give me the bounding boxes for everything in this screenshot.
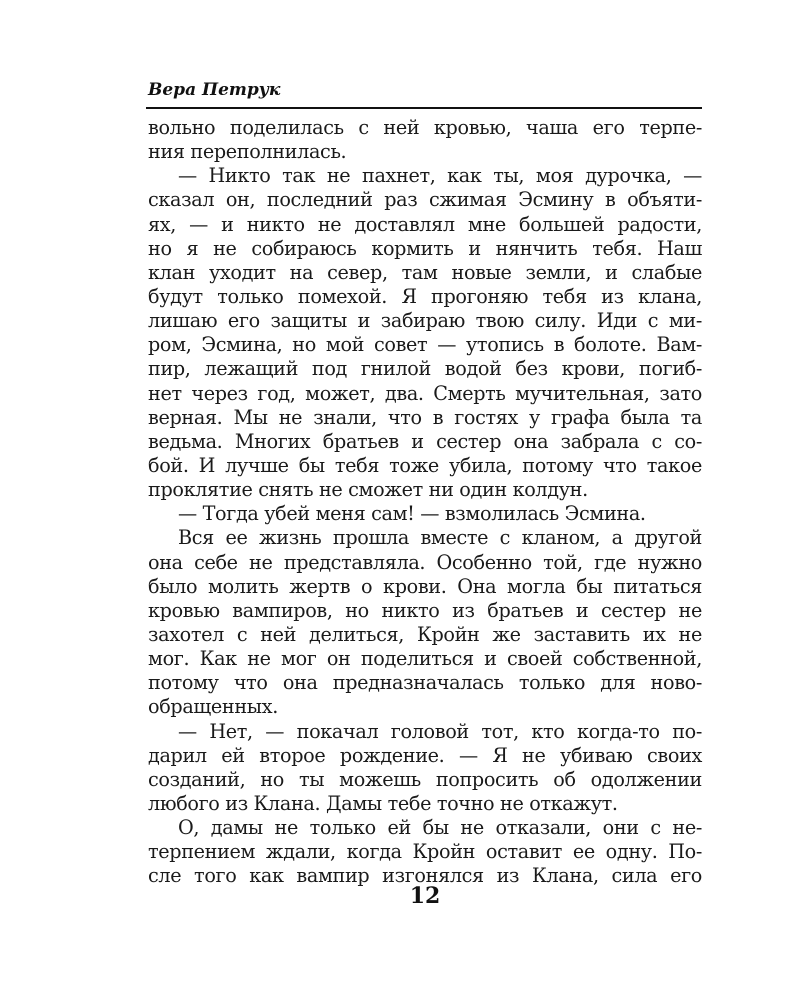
body-text xyxy=(148,116,702,889)
page-number: 12 xyxy=(409,883,441,909)
text-line: ния переполнилась. xyxy=(148,140,347,164)
text-line: потому что она предназначалась только для ново- xyxy=(148,671,702,695)
text-line: вольно поделилась с ней кровью, чаша его терпе- xyxy=(148,116,702,139)
text-line: верная. Мы не знали, что в гостях у графа была та xyxy=(148,405,702,429)
text-line: пир, лежащий под гнилой водой без крови, погиб- xyxy=(148,357,702,381)
text-line: захотел с ней делиться, Кройн же заставить их не xyxy=(148,622,702,646)
header-rule xyxy=(146,107,702,109)
text-line: О, дамы не только ей бы не отказали, они с не- xyxy=(178,816,702,840)
text-line: обращенных. xyxy=(148,695,278,719)
text-line: — Нет, — покачал головой тот, кто когда-то по- xyxy=(178,719,702,743)
text-line: было молить жертв о крови. Она могла бы питаться xyxy=(148,574,702,598)
text-line: сказал он, последний раз сжимая Эсмину в объяти- xyxy=(148,188,702,212)
text-line: созданий, но ты можешь попросить об одолжении xyxy=(148,767,702,791)
text-line: лишаю его защиты и забираю твою силу. Иди с ми- xyxy=(148,309,702,333)
text-line: нет через год, может, два. Смерть мучительная, зато xyxy=(148,381,702,405)
text-line: сле того как вампир изгонялся из Клана, сила его xyxy=(148,864,702,888)
text-line: ром, Эсмина, но мой совет — утопись в болоте. Вам- xyxy=(148,333,702,357)
text-line: — Никто так не пахнет, как ты, моя дурочка, — xyxy=(178,164,702,188)
text-line: ведьма. Многих братьев и сестер она забрала с со- xyxy=(148,429,702,453)
text-line: кровью вампиров, но никто из братьев и сестер не xyxy=(148,598,702,622)
text-line: ях, — и никто не доставлял мне большей радости, xyxy=(148,212,702,236)
text-line: но я не собираюсь кормить и нянчить тебя. Наш xyxy=(148,236,702,260)
text-line: клан уходит на север, там новые земли, и слабые xyxy=(148,260,702,284)
text-line: мог. Как не мог он поделиться и своей собственной, xyxy=(148,647,702,671)
text-line: она себе не представляла. Особенно той, где нужно xyxy=(148,550,702,574)
text-line: бой. И лучше бы тебя тоже убила, потому что такое xyxy=(148,453,702,477)
text-line: будут только помехой. Я прогоняю тебя из клана, xyxy=(148,284,702,308)
running-head-author: Вера Петрук xyxy=(148,80,281,100)
text-line: дарил ей второе рождение. — Я не убиваю своих xyxy=(148,743,702,767)
text-line: проклятие снять не сможет ни один колдун. xyxy=(148,478,588,502)
text-line: терпением ждали, когда Кройн оставит ее одну. По- xyxy=(148,840,702,864)
text-line: любого из Клана. Дамы тебе точно не откажут. xyxy=(148,791,618,815)
text-line: — Тогда убей меня сам! — взмолилась Эсмина. xyxy=(178,502,646,526)
text-line: Вся ее жизнь прошла вместе с кланом, а другой xyxy=(178,526,702,550)
